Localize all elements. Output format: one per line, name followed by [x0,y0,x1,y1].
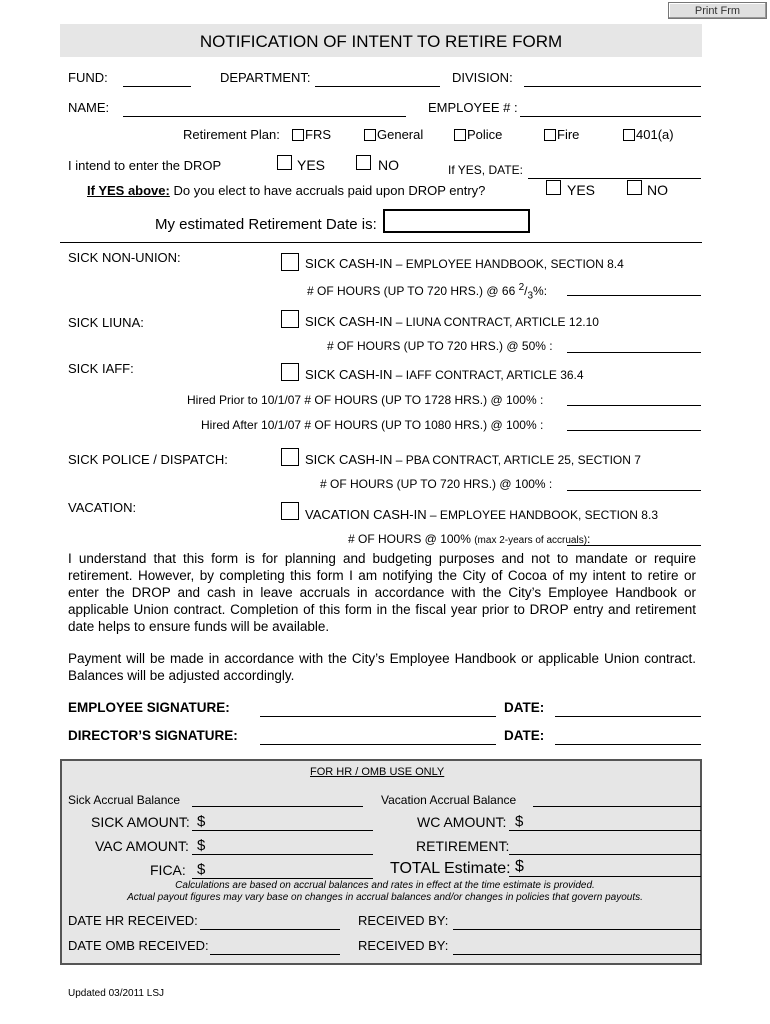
wc-amount-dollar: $ [515,813,524,830]
page-title: NOTIFICATION OF INTENT TO RETIRE FORM [199,32,563,51]
sick-non-union-label: SICK NON-UNION: [68,250,181,265]
fire-label: Fire [557,127,580,142]
fire-checkbox[interactable] [544,129,556,141]
date-hr-received-field[interactable] [200,929,340,930]
employee-date-field[interactable] [555,716,701,717]
sick-non-union-hours-field[interactable] [567,295,701,296]
sick-non-union-cashin: SICK CASH-IN – EMPLOYEE HANDBOOK, SECTION 8.4 [305,256,624,271]
sick-police-hours-label: # OF HOURS (UP TO 720 HRS.) @ 100% : [320,477,553,491]
name-field[interactable] [123,116,406,117]
accrual-question [87,183,485,198]
accrual-yes-checkbox[interactable] [546,180,561,195]
fund-label: FUND: [68,70,108,85]
employee-signature-label: EMPLOYEE SIGNATURE: [68,700,230,715]
hr-heading: FOR HR / OMB USE ONLY [310,766,445,778]
sick-iaff-cashin: SICK CASH-IN – IAFF CONTRACT, ARTICLE 36.4 [305,367,584,382]
drop-yes-label: YES [297,157,326,173]
sick-liuna-checkbox[interactable] [281,310,299,328]
drop-no-label: NO [378,157,399,173]
total-estimate-field[interactable] [509,876,701,877]
frs-label: FRS [305,127,331,142]
department-label: DEPARTMENT: [220,70,311,85]
sick-balance-field[interactable] [192,806,363,807]
sick-liuna-hours-label: # OF HOURS (UP TO 720 HRS.) @ 50% : [327,339,553,353]
employee-signature-field[interactable] [260,716,496,717]
estimated-date-label: My estimated Retirement Date is: [155,216,377,233]
sick-amount-label: SICK AMOUNT: [91,814,190,830]
accrual-no-checkbox[interactable] [627,180,642,195]
name-label: NAME: [68,100,110,115]
drop-date-field[interactable] [528,178,701,179]
fica-label: FICA: [150,862,186,878]
iaff-prior-hours-label: Hired Prior to 10/1/07 # OF HOURS (UP TO 1728 HRS.) @ 100% : [187,393,544,407]
total-estimate-dollar: $ [515,858,524,875]
wc-amount-label: WC AMOUNT: [417,814,507,830]
date-omb-received-label: DATE OMB RECEIVED: [68,938,209,953]
footer-updated: Updated 03/2011 LSJ [68,988,165,999]
iaff-after-hours-field[interactable] [567,430,701,431]
drop-yes-checkbox[interactable] [277,155,292,170]
payment-paragraph: Payment will be made in accordance with the City’s Employee Handbook or applicable Union contract. Balances will be adjusted accordingly. [68,651,696,683]
401a-checkbox[interactable] [623,129,635,141]
drop-intent-label: I intend to enter the DROP [68,158,222,173]
print-form-button[interactable]: Print Frm [668,2,767,19]
director-date-field[interactable] [555,744,701,745]
sick-police-cashin: SICK CASH-IN – PBA CONTRACT, ARTICLE 25, SECTION 7 [305,452,641,467]
employee-date-label: DATE: [504,700,545,715]
general-checkbox[interactable] [364,129,376,141]
director-signature-label: DIRECTOR’S SIGNATURE: [68,728,238,743]
sick-police-checkbox[interactable] [281,448,299,466]
calculation-note: Calculations are based on accrual balances and rates in effect at the time estimate is provided. [175,880,595,891]
vacation-checkbox[interactable] [281,502,299,520]
employee-number-field[interactable] [520,116,701,117]
frs-checkbox[interactable] [292,129,304,141]
police-label: Police [467,127,503,142]
division-label: DIVISION: [452,70,513,85]
police-checkbox[interactable] [454,129,466,141]
vacation-balance-label: Vacation Accrual Balance [381,793,517,807]
division-field[interactable] [524,86,701,87]
wc-amount-field[interactable] [509,830,701,831]
acknowledgement-paragraph: I understand that this form is for planning and budgeting purposes and not to mandate or require retirement. However, by completing this form I am notifying the City of Cocoa of my intent to retire or enter the DROP and cash in leave accruals in accordance with the City’s Employee Handbook or applicable Union contract. Completion of this form in the fiscal year prior to DROP entry and retirement date helps to ensure funds will be available. [68,551,696,634]
fica-field[interactable] [192,878,373,879]
fica-dollar: $ [197,861,206,878]
vac-amount-dollar: $ [197,837,206,854]
drop-no-checkbox[interactable] [356,155,371,170]
omb-received-by-label: RECEIVED BY: [358,938,449,953]
sick-liuna-hours-field[interactable] [567,352,701,353]
sick-liuna-label: SICK LIUNA: [68,315,144,330]
title-bar [60,24,702,57]
department-field[interactable] [315,86,440,87]
estimated-date-field[interactable] [383,209,530,233]
sick-iaff-label: SICK IAFF: [68,361,134,376]
vacation-hours-field[interactable] [567,545,701,546]
vac-amount-field[interactable] [192,854,373,855]
fund-field[interactable] [123,86,191,87]
divider [60,242,702,243]
sick-police-label: SICK POLICE / DISPATCH: [68,452,228,467]
accrual-no-label: NO [647,182,668,198]
sick-balance-label: Sick Accrual Balance [68,793,181,807]
sick-amount-field[interactable] [192,830,373,831]
vac-amount-label: VAC AMOUNT: [95,838,189,854]
sick-police-hours-field[interactable] [567,490,701,491]
vacation-cashin: VACATION CASH-IN – EMPLOYEE HANDBOOK, SECTION 8.3 [305,507,658,522]
director-date-label: DATE: [504,728,545,743]
director-signature-field[interactable] [260,744,496,745]
sick-iaff-checkbox[interactable] [281,363,299,381]
iaff-after-hours-label: Hired After 10/1/07 # OF HOURS (UP TO 1080 HRS.) @ 100% : [201,418,544,432]
sick-non-union-hours-label: # OF HOURS (UP TO 720 HRS.) @ 66 $^2/_3\%$: [307,282,548,302]
payout-note: Actual payout figures may vary base on changes in accrual balances and/or changes in policies that govern payouts. [127,892,643,903]
vacation-balance-field[interactable] [533,806,701,807]
sick-non-union-checkbox[interactable] [281,253,299,271]
hr-received-by-label: RECEIVED BY: [358,913,449,928]
vacation-label: VACATION: [68,500,137,515]
accrual-question-text: Do you elect to have accruals paid upon DROP entry? [173,183,486,198]
drop-date-label: If YES, DATE: [448,163,523,177]
401a-label: 401(a) [636,127,674,142]
accrual-yes-label: YES [567,182,596,198]
sick-liuna-cashin: SICK CASH-IN – LIUNA CONTRACT, ARTICLE 12.10 [305,314,599,329]
retirement-amount-label: RETIREMENT: [416,838,510,854]
employee-number-label: EMPLOYEE # : [428,100,518,115]
sick-amount-dollar: $ [197,813,206,830]
date-omb-received-field[interactable] [210,954,340,955]
date-hr-received-label: DATE HR RECEIVED: [68,913,198,928]
omb-received-by-field[interactable] [453,954,701,955]
iaff-prior-hours-field[interactable] [567,405,701,406]
retirement-plan-label: Retirement Plan: [183,127,280,142]
retirement-amount-field[interactable] [509,854,701,855]
hr-received-by-field[interactable] [453,929,701,930]
total-estimate-label: TOTAL Estimate: [390,860,511,877]
vacation-hours-label: # OF HOURS @ 100% (max 2-years of accruals): [348,532,591,546]
accrual-lead: If YES above: [87,183,170,198]
general-label: General [377,127,424,142]
